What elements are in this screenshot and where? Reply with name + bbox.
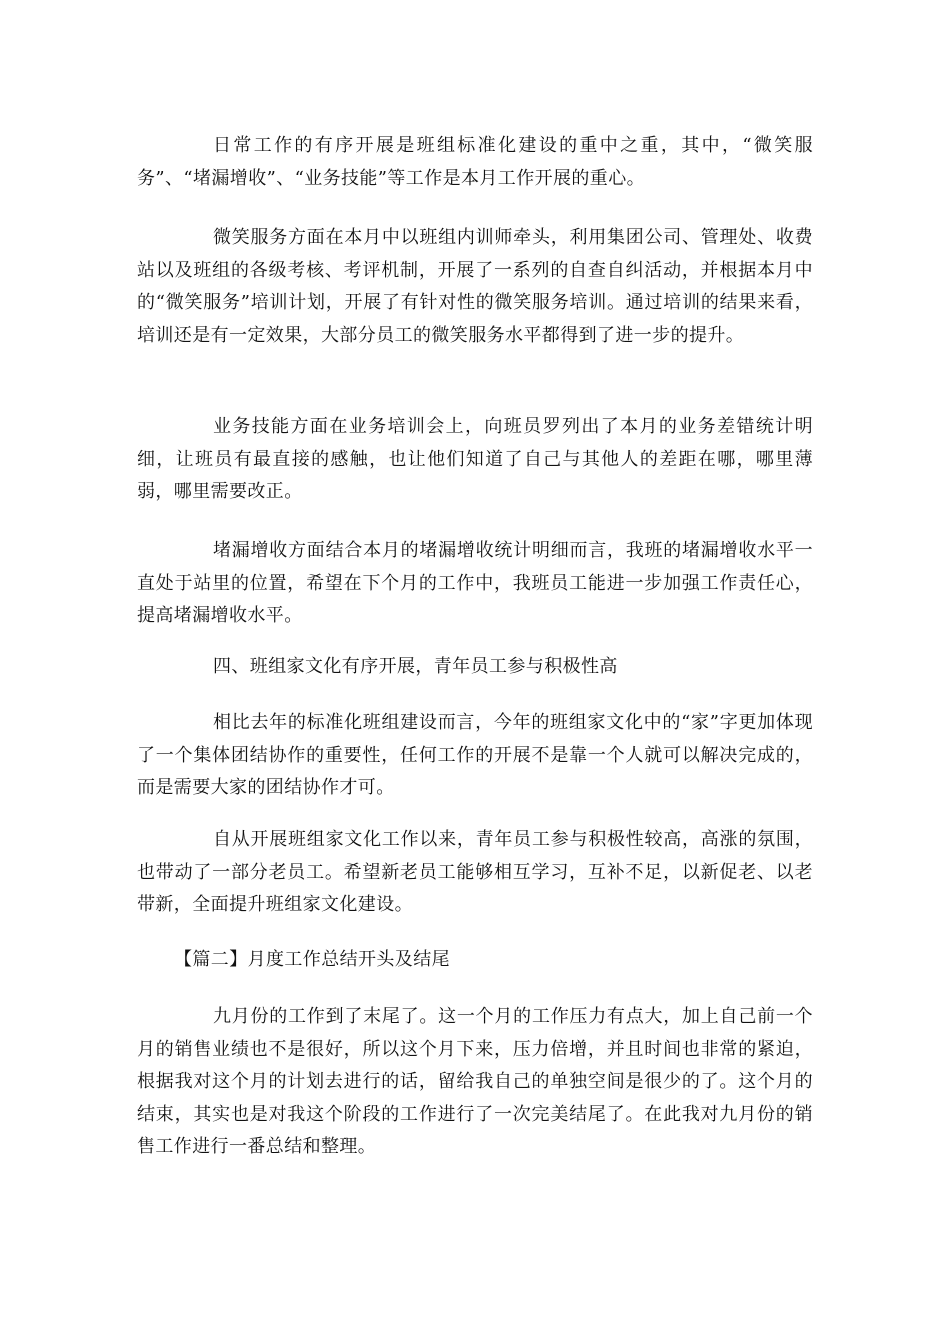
section-heading-four: 四、班组家文化有序开展，青年员工参与积极性高 xyxy=(213,656,618,677)
paragraph-daily-work: 日常工作的有序开展是班组标准化建设的重中之重，其中，“微笑服务”、“堵漏增收”、“业务技能”等工作是本月工作开展的重心。 xyxy=(137,135,813,189)
paragraph-revenue-leak: 堵漏增收方面结合本月的堵漏增收统计明细而言，我班的堵漏增收水平一直处于站里的位置，希望在下个月的工作中，我班员工能进一步加强工作责任心，提高堵漏增收水平。 xyxy=(137,540,813,626)
paragraph-smile-service: 微笑服务方面在本月中以班组内训师牵头，利用集团公司、管理处、收费站以及班组的各级考核、考评机制，开展了一系列的自查自纠活动，并根据本月中的“微笑服务”培训计划，开展了有针对性的微笑服务培训。通过培训的结果来看，培训还是有一定效果，大部分员工的微笑服务水平都得到了进一步的提升。 xyxy=(137,227,813,346)
paragraph-september-summary: 九月份的工作到了末尾了。这一个月的工作压力有点大，加上自己前一个月的销售业绩也不是很好，所以这个月下来，压力倍增，并且时间也非常的紧迫，根据我对这个月的计划去进行的话，留给我自己的单独空间是很少的了。这个月的结束，其实也是对我这个阶段的工作进行了一次完美结尾了。在此我对九月份的销售工作进行一番总结和整理。 xyxy=(137,1006,813,1157)
paragraph-business-skills: 业务技能方面在业务培训会上，向班员罗列出了本月的业务差错统计明细，让班员有最直接的感触，也让他们知道了自己与其他人的差距在哪，哪里薄弱，哪里需要改正。 xyxy=(137,416,813,502)
paragraph-youth-participation: 自从开展班组家文化工作以来，青年员工参与积极性较高，高涨的氛围，也带动了一部分老员工。希望新老员工能够相互学习，互补不足，以新促老、以老带新，全面提升班组家文化建设。 xyxy=(137,829,813,915)
chapter-heading-part-two: 【篇二】月度工作总结开头及结尾 xyxy=(174,949,450,970)
paragraph-family-culture: 相比去年的标准化班组建设而言，今年的班组家文化中的“家”字更加体现了一个集体团结协作的重要性，任何工作的开展不是靠一个人就可以解决完成的，而是需要大家的团结协作才可。 xyxy=(137,712,813,798)
